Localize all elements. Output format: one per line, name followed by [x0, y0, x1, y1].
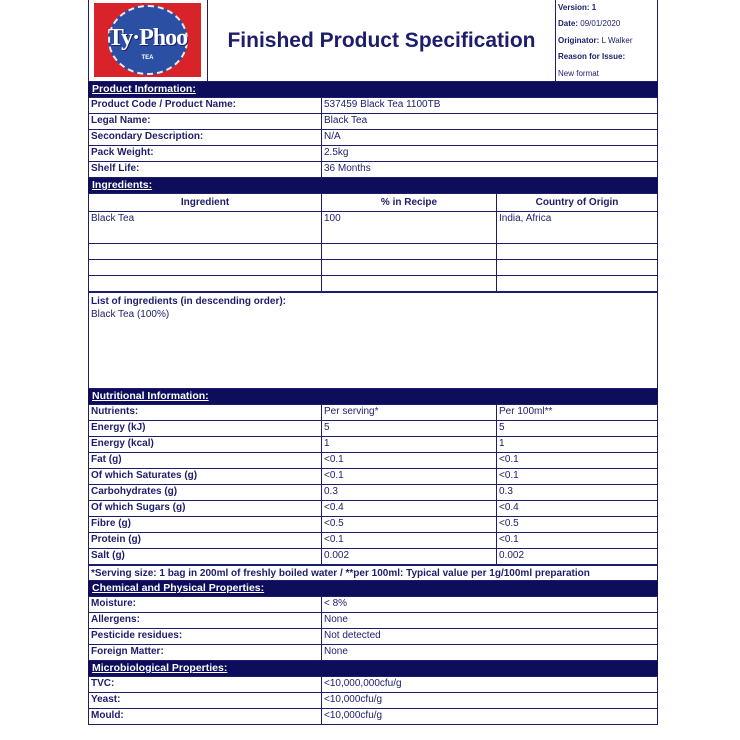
value: Black Tea	[322, 114, 658, 130]
label: Shelf Life:	[89, 162, 322, 178]
logo-cell	[89, 0, 208, 81]
per-serving: 0.3	[322, 485, 497, 501]
section-microbiological: Microbiological Properties:	[88, 661, 658, 676]
section-product-information: Product Information:	[88, 82, 658, 97]
section-nutritional-information: Nutritional Information:	[88, 389, 658, 404]
table-row	[89, 130, 658, 146]
table-row	[89, 613, 658, 629]
cell	[497, 276, 658, 292]
chemical-table	[88, 596, 658, 661]
cell	[89, 244, 322, 260]
cell: 100	[322, 212, 497, 244]
date-label: Date:	[558, 19, 579, 29]
table-row	[89, 453, 658, 469]
date-value: 09/01/2020	[580, 19, 621, 29]
micro-table	[88, 676, 658, 725]
originator-label: Originator:	[558, 35, 600, 45]
originator-line	[558, 33, 657, 49]
column-header: % in Recipe	[322, 194, 497, 212]
per-serving: <0.4	[322, 501, 497, 517]
cell: India, Africa	[497, 212, 658, 244]
table-row	[89, 146, 658, 162]
per-100ml: <0.4	[497, 501, 658, 517]
table-row	[89, 645, 658, 661]
table-row	[89, 244, 658, 260]
table-row	[89, 98, 658, 114]
table-row	[89, 677, 658, 693]
logo-subtext: TEA	[141, 55, 154, 61]
per-serving: 5	[322, 421, 497, 437]
document-header	[88, 0, 658, 82]
value: <10,000,000cfu/g	[322, 677, 658, 693]
cell	[89, 260, 322, 276]
table-row	[89, 162, 658, 178]
per-100ml: <0.1	[497, 533, 658, 549]
per-100ml: 0.002	[497, 549, 658, 565]
table-row	[89, 212, 658, 244]
label: Pesticide residues:	[89, 629, 322, 645]
nutrient: Of which Sugars (g)	[89, 501, 322, 517]
value: None	[322, 645, 658, 661]
ingredient-list	[88, 292, 658, 389]
nutrient: Energy (kJ)	[89, 421, 322, 437]
label: Secondary Description:	[89, 130, 322, 146]
table-row	[89, 485, 658, 501]
reason-value: New format	[558, 68, 599, 78]
table-row	[89, 597, 658, 613]
per-100ml: 5	[497, 421, 658, 437]
per-100ml: 1	[497, 437, 658, 453]
nutrient: Fibre (g)	[89, 517, 322, 533]
value: 2.5kg	[322, 146, 658, 162]
table-row	[89, 469, 658, 485]
table-row	[89, 276, 658, 292]
label: Allergens:	[89, 613, 322, 629]
value: Not detected	[322, 629, 658, 645]
value: < 8%	[322, 597, 658, 613]
table-row	[89, 629, 658, 645]
cell	[322, 276, 497, 292]
label: Moisture:	[89, 597, 322, 613]
label: Yeast:	[89, 693, 322, 709]
document-meta	[555, 0, 657, 81]
cell	[322, 244, 497, 260]
table-row	[89, 437, 658, 453]
nutrient: Energy (kcal)	[89, 437, 322, 453]
nutrient: Carbohydrates (g)	[89, 485, 322, 501]
label: Foreign Matter:	[89, 645, 322, 661]
originator-value: L Walker	[601, 35, 633, 45]
table-header-row	[89, 194, 658, 212]
per-serving: <0.1	[322, 533, 497, 549]
label: Legal Name:	[89, 114, 322, 130]
label: Product Code / Product Name:	[89, 98, 322, 114]
table-row	[89, 114, 658, 130]
page-title: Finished Product Specification	[227, 28, 536, 52]
section-ingredients: Ingredients:	[88, 178, 658, 193]
label: Mould:	[89, 709, 322, 725]
version: Version: 1	[558, 3, 597, 12]
reason-label: Reason for Issue:	[558, 52, 626, 62]
column-header: Per 100ml**	[497, 405, 658, 421]
value: <10,000cfu/g	[322, 693, 658, 709]
nutrient: Protein (g)	[89, 533, 322, 549]
table-row	[89, 693, 658, 709]
table-row	[89, 549, 658, 565]
column-header: Ingredient	[89, 194, 322, 212]
date-line	[558, 16, 657, 32]
table-header-row	[89, 405, 658, 421]
specification-sheet	[88, 0, 658, 725]
nutrient: Fat (g)	[89, 453, 322, 469]
value: 537459 Black Tea 1100TB	[322, 98, 658, 114]
table-row	[89, 421, 658, 437]
label: TVC:	[89, 677, 322, 693]
value: None	[322, 613, 658, 629]
per-serving: 0.002	[322, 549, 497, 565]
product-info-table	[88, 97, 658, 178]
value: 36 Months	[322, 162, 658, 178]
column-header: Country of Origin	[497, 194, 658, 212]
table-row	[89, 517, 658, 533]
ingredient-list-value: Black Tea (100%)	[91, 309, 170, 320]
nutrition-footnote: *Serving size: 1 bag in 200ml of freshly boiled water / **per 100ml: Typical value per 1g/100ml preparation	[88, 565, 658, 581]
per-100ml: <0.1	[497, 453, 658, 469]
per-serving: 1	[322, 437, 497, 453]
section-chemical-physical: Chemical and Physical Properties:	[88, 581, 658, 596]
per-serving: <0.1	[322, 453, 497, 469]
cell	[322, 260, 497, 276]
cell: Black Tea	[89, 212, 322, 244]
per-serving: <0.1	[322, 469, 497, 485]
label: Pack Weight:	[89, 146, 322, 162]
nutrient: Salt (g)	[89, 549, 322, 565]
cell	[497, 260, 658, 276]
per-100ml: 0.3	[497, 485, 658, 501]
ingredient-list-title: List of ingredients (in descending order):	[91, 296, 287, 307]
cell	[89, 276, 322, 292]
cell	[497, 244, 658, 260]
nutrient: Of which Saturates (g)	[89, 469, 322, 485]
table-row	[89, 501, 658, 517]
per-100ml: <0.5	[497, 517, 658, 533]
table-row	[89, 709, 658, 725]
table-row	[89, 533, 658, 549]
table-row	[89, 260, 658, 276]
logo-wordmark: Ty·Phoo	[107, 25, 188, 51]
value: N/A	[322, 130, 658, 146]
column-header: Nutrients:	[89, 405, 322, 421]
per-serving: <0.5	[322, 517, 497, 533]
typhoo-logo	[94, 3, 201, 77]
value: <10,000cfu/g	[322, 709, 658, 725]
per-100ml: <0.1	[497, 469, 658, 485]
ingredients-table	[88, 193, 658, 292]
nutrition-table	[88, 404, 658, 565]
column-header: Per serving*	[322, 405, 497, 421]
